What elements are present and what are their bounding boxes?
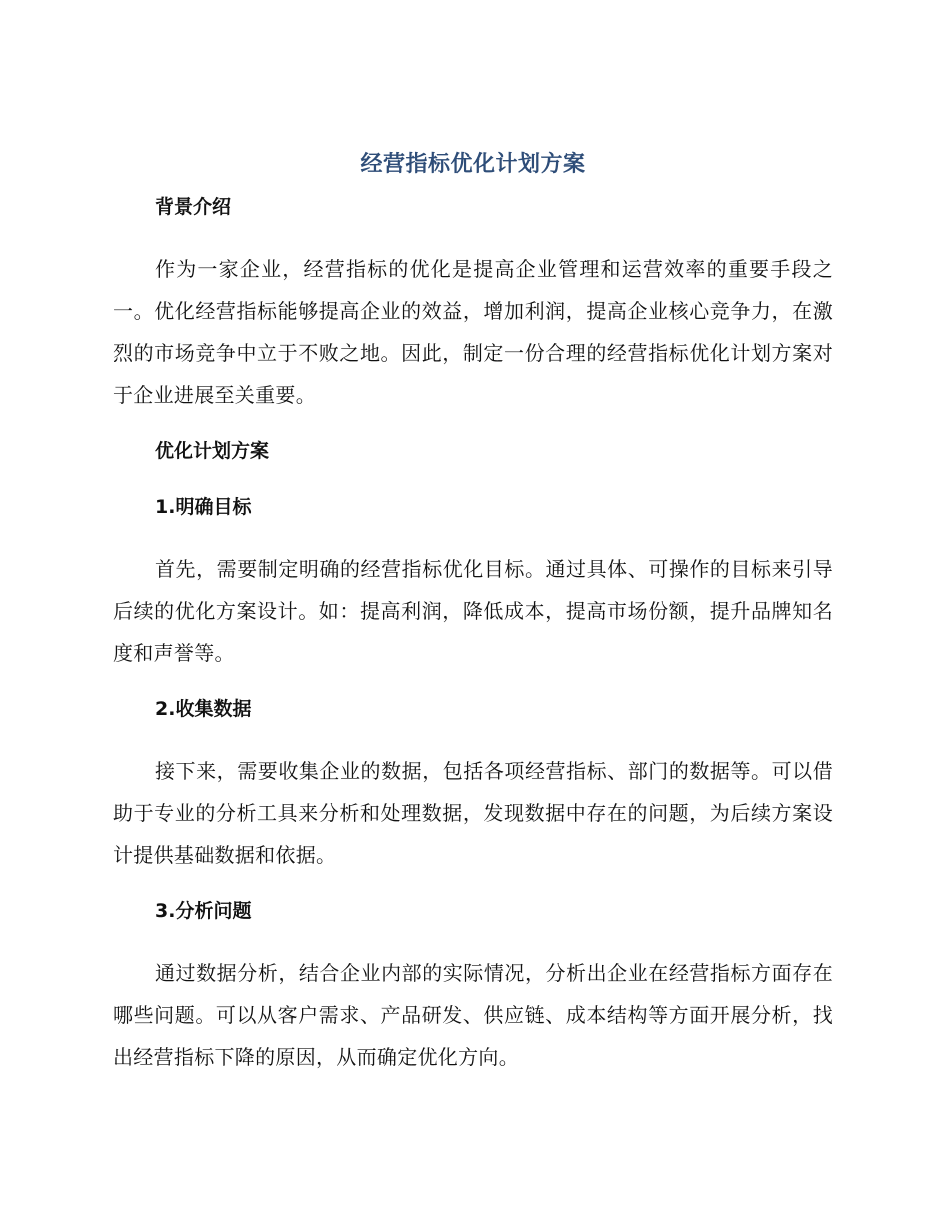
paragraph-background: 作为一家企业，经营指标的优化是提高企业管理和运营效率的重要手段之一。优化经营指标能够提高企业的效益，增加利润，提高企业核心竞争力，在激烈的市场竞争中立于不败之地。因此，制定一份合理的经营指标优化计划方案对于企业进展至关重要。 [113, 257, 833, 407]
section-heading-step3: 3.分析问题 [155, 900, 252, 922]
paragraph-step1: 首先，需要制定明确的经营指标优化目标。通过具体、可操作的目标来引导后续的优化方案设计。如：提高利润，降低成本，提高市场份额，提升品牌知名度和声誉等。 [113, 557, 833, 665]
document-title: 经营指标优化计划方案 [360, 152, 586, 177]
section-heading-step1: 1.明确目标 [155, 496, 252, 518]
document-content [113, 150, 833, 1098]
section-heading-background: 背景介绍 [155, 196, 232, 218]
section-heading-plan: 优化计划方案 [155, 440, 270, 462]
paragraph-step2: 接下来，需要收集企业的数据，包括各项经营指标、部门的数据等。可以借助于专业的分析工具来分析和处理数据，发现数据中存在的问题，为后续方案设计提供基础数据和依据。 [113, 759, 833, 867]
section-heading-step2: 2.收集数据 [155, 698, 252, 720]
paragraph-step3: 通过数据分析，结合企业内部的实际情况，分析出企业在经营指标方面存在哪些问题。可以从客户需求、产品研发、供应链、成本结构等方面开展分析，找出经营指标下降的原因，从而确定优化方向。 [113, 961, 833, 1069]
